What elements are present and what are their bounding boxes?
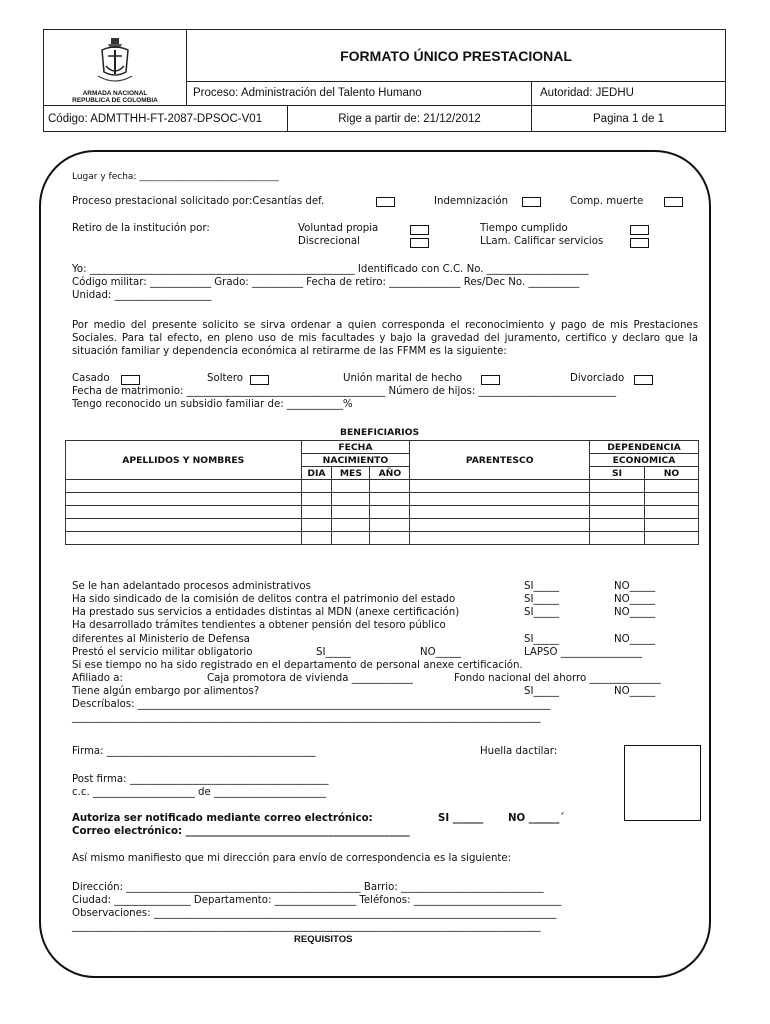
fondo-field[interactable]: Fondo nacional del ahorro ______________ xyxy=(454,673,661,684)
question-1: Se le han adelantado procesos administrativos xyxy=(72,581,311,592)
soltero-label: Soltero xyxy=(207,373,243,384)
voluntad-label: Voluntad propia xyxy=(298,223,379,234)
cesantias-checkbox[interactable] xyxy=(376,197,395,207)
email-consent-label: Autoriza ser notificado mediante correo electrónico: xyxy=(72,813,373,824)
unit-field[interactable]: Unidad: ___________________ xyxy=(72,290,212,301)
page-title: FORMATO ÚNICO PRESTACIONAL xyxy=(187,30,725,82)
tiempo-checkbox[interactable] xyxy=(630,225,649,235)
divorciado-checkbox[interactable] xyxy=(634,375,653,385)
comp-muerte-label: Comp. muerte xyxy=(570,196,644,207)
address-field[interactable]: Dirección: ______________________________________________ Barrio: ____________________________ xyxy=(72,882,544,893)
afiliado-label: Afiliado a: xyxy=(72,673,123,684)
table-row[interactable] xyxy=(66,519,699,532)
col-no: NO xyxy=(644,467,698,480)
question-6: Si ese tiempo no ha sido registrado en el departamento de personal anexe certificación. xyxy=(72,660,523,671)
embargo-question: Tiene algún embargo por alimentos? xyxy=(72,686,260,697)
union-label: Unión marital de hecho xyxy=(343,373,463,384)
casado-label: Casado xyxy=(72,373,110,384)
signature-field[interactable]: Firma: _________________________________________ xyxy=(72,746,316,757)
casado-checkbox[interactable] xyxy=(121,375,140,385)
table-row[interactable] xyxy=(66,532,699,545)
indemnizacion-checkbox[interactable] xyxy=(522,197,541,207)
address-intro: Así mismo manifiesto que mi dirección para envío de correspondencia es la siguiente: xyxy=(72,853,512,864)
subsidy-field[interactable]: Tengo reconocido un subsidio familiar de: ___________% xyxy=(72,399,353,410)
declaration-paragraph: Por medio del presente solicito se sirva ordenar a quien corresponda el reconocimiento y pago de mis Prestaciones Sociales. Para tal efecto, en pleno uso de mis facultades y bajo la gravedad del juramento, certifico y declaro que la situación familiar y dependencia económica al retirarme de las FFMM es la siguiente: xyxy=(72,320,698,357)
marriage-date-field[interactable]: Fecha de matrimonio: _______________________________________ Número de hijos: ___________________________ xyxy=(72,386,617,397)
llam-checkbox[interactable] xyxy=(630,238,649,248)
table-row[interactable] xyxy=(66,480,699,493)
code-label: Código: ADMTTHH-FT-2087-DPSOC-V01 xyxy=(44,106,288,132)
embargo-si[interactable]: SI_____ xyxy=(524,686,559,697)
llam-label: LLam. Calificar servicios xyxy=(480,236,604,247)
divorciado-label: Divorciado xyxy=(570,373,625,384)
q4-no[interactable]: NO_____ xyxy=(614,634,656,645)
question-5: Prestó el servicio militar obligatorio xyxy=(72,647,253,658)
retiro-label: Retiro de la institución por: xyxy=(72,223,210,234)
col-dia: DIA xyxy=(301,467,332,480)
q5-si[interactable]: SI_____ xyxy=(316,647,351,658)
page-number: Pagina 1 de 1 xyxy=(593,113,664,125)
place-date-field[interactable]: Lugar y fecha: _______________________________ xyxy=(72,172,279,182)
observations-field[interactable]: Observaciones: _______________________________________________________________________________ xyxy=(72,908,557,919)
col-si: SI xyxy=(590,467,645,480)
name-id-field[interactable]: Yo: ____________________________________________________ Identificado con C.C. No. ____________________ xyxy=(72,264,589,275)
comp-muerte-checkbox[interactable] xyxy=(664,197,683,207)
embargo-no[interactable]: NO_____ xyxy=(614,686,656,697)
beneficiaries-table xyxy=(65,440,699,545)
post-signature-field[interactable]: Post firma: _______________________________________ xyxy=(72,774,329,785)
col-dependencia: DEPENDENCIA xyxy=(590,441,699,454)
q4-si[interactable]: SI_____ xyxy=(524,634,559,645)
email-field[interactable]: Correo electrónico: ____________________________________________ xyxy=(72,826,410,837)
col-ano: AÑO xyxy=(370,467,410,480)
caja-field[interactable]: Caja promotora de vivienda ____________ xyxy=(207,673,413,684)
effective-date: Rige a partir de: 21/12/2012 xyxy=(288,106,532,132)
q3-no[interactable]: NO_____ xyxy=(614,607,656,618)
question-4b: diferentes al Ministerio de Defensa xyxy=(72,634,250,645)
question-2: Ha sido sindicado de la comisión de delitos contra el patrimonio del estado xyxy=(72,594,456,605)
voluntad-checkbox[interactable] xyxy=(410,225,429,235)
describalos-field[interactable]: Descríbalos: _________________________________________________________________________________ xyxy=(72,699,551,710)
discrecional-checkbox[interactable] xyxy=(410,238,429,248)
email-consent-si[interactable]: SI ______ xyxy=(438,813,484,824)
table-row[interactable] xyxy=(66,493,699,506)
q2-no[interactable]: NO_____ xyxy=(614,594,656,605)
authority-label: Autoridad: JEDHU xyxy=(540,87,634,99)
q1-no[interactable]: NO_____ xyxy=(614,581,656,592)
soltero-checkbox[interactable] xyxy=(250,375,269,385)
q3-si[interactable]: SI_____ xyxy=(524,607,559,618)
process-requested-label: Proceso prestacional solicitado por:Cesantías def. xyxy=(72,196,325,207)
process-label: Proceso: Administración del Talento Humano xyxy=(187,81,532,105)
indemnizacion-label: Indemnización xyxy=(434,196,509,207)
city-field[interactable]: Ciudad: _______________ Departamento: ________________ Teléfonos: _____________________________ xyxy=(72,895,562,906)
tiempo-label: Tiempo cumplido xyxy=(480,223,568,234)
col-economica: ECONOMICA xyxy=(590,454,699,467)
fingerprint-label: Huella dactilar: xyxy=(480,746,558,757)
col-apellidos: APELLIDOS Y NOMBRES xyxy=(66,441,302,480)
q1-si[interactable]: SI_____ xyxy=(524,581,559,592)
cc-field[interactable]: c.c. ____________________ de ______________________ xyxy=(72,787,327,798)
col-mes: MES xyxy=(332,467,370,480)
question-4a: Ha desarrollado trámites tendientes a obtener pensión del tesoro público xyxy=(72,620,446,631)
discrecional-label: Discrecional xyxy=(298,236,361,247)
union-checkbox[interactable] xyxy=(481,375,500,385)
observations-line[interactable]: ____________________________________________________________________________________________ xyxy=(72,921,541,932)
col-parentesco: PARENTESCO xyxy=(410,441,590,480)
org-name: ARMADA NACIONAL xyxy=(82,90,148,97)
table-row[interactable] xyxy=(66,506,699,519)
email-consent-no[interactable]: NO ______´ xyxy=(508,813,565,824)
military-code-field[interactable]: Código militar: ____________ Grado: __________ Fecha de retiro: ______________ Res/Dec No. __________ xyxy=(72,277,580,288)
q2-si[interactable]: SI_____ xyxy=(524,594,559,605)
anchor-emblem-icon xyxy=(96,36,134,86)
question-3: Ha prestado sus servicios a entidades distintas al MDN (anexe certificación) xyxy=(72,607,460,618)
lapso-field[interactable]: LAPSO ________________ xyxy=(524,647,643,658)
beneficiaries-title: BENEFICIARIOS xyxy=(340,427,420,438)
describalos-line[interactable]: ____________________________________________________________________________________________ xyxy=(72,712,541,723)
logo-cell xyxy=(44,30,187,105)
org-country: REPUBLICA DE COLOMBIA xyxy=(72,97,158,104)
header-row3 xyxy=(44,105,725,132)
document-header xyxy=(43,29,726,132)
q5-no[interactable]: NO_____ xyxy=(420,647,462,658)
fingerprint-box[interactable] xyxy=(624,745,701,821)
requirements-heading: REQUISITOS xyxy=(294,934,353,945)
col-fecha: FECHA xyxy=(301,441,410,454)
col-nacimiento: NACIMIENTO xyxy=(301,454,410,467)
